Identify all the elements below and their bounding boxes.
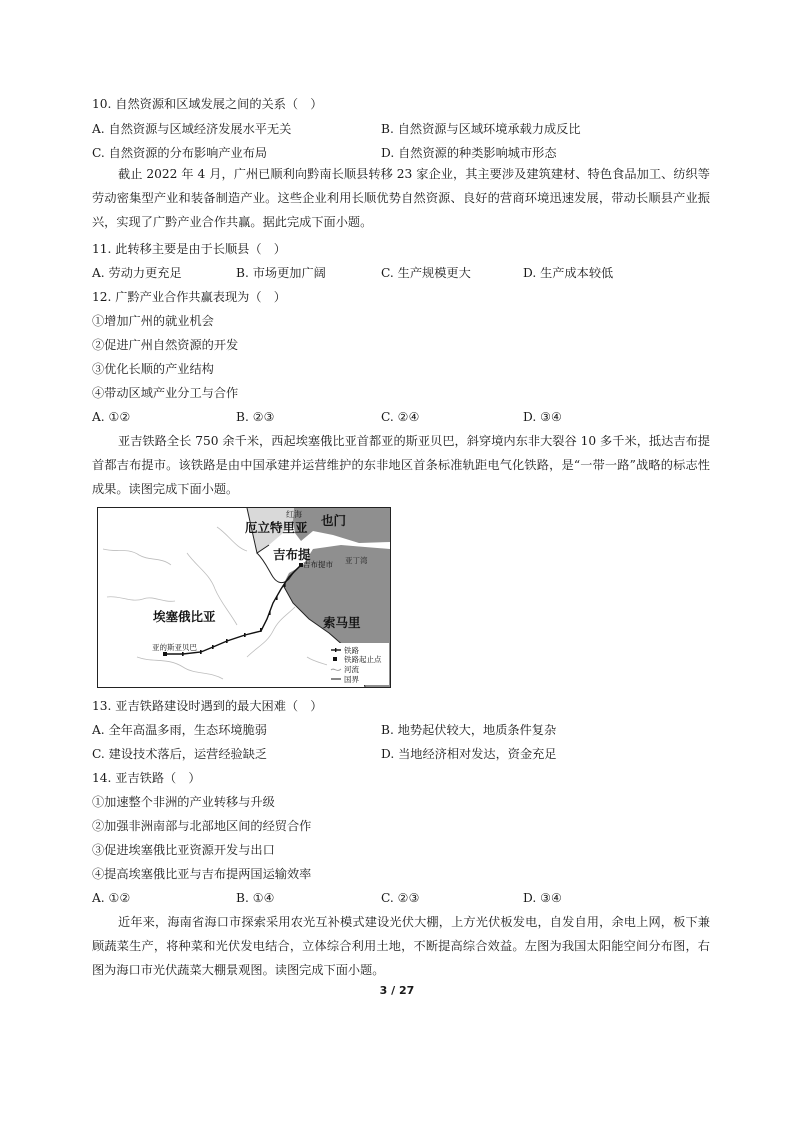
q13-option-c: C. 建设技术落后，运营经验缺乏 [92, 747, 268, 761]
q14-option-d: D. ③④ [523, 891, 562, 905]
q12-item-3: ③优化长顺的产业结构 [92, 362, 214, 376]
legend-endpoints: 铁路起止点 [344, 655, 382, 664]
legend-river: 河流 [344, 665, 359, 674]
page-number: 3 / 27 [379, 984, 415, 997]
passage-addis-djibouti-railway: 亚吉铁路全长 750 余千米，西起埃塞俄比亚首都亚的斯亚贝巴，斜穿境内东非大裂谷 10 多千米，抵达吉布提首都吉布提市。该铁路是由中国承建并运营维护的东非地区首条标准轨距电气化铁路，是“一带一路”战略的标志性成果。读图完成下面小题。 [92, 434, 710, 496]
q12-stem: 12. 广黔产业合作共赢表现为（ ） [92, 290, 286, 304]
q12-item-2: ②促进广州自然资源的开发 [92, 338, 239, 352]
q12-option-d: D. ③④ [523, 410, 562, 424]
railway-map-svg [97, 507, 391, 688]
map-legend [327, 643, 389, 685]
q14-item-2: ②加强非洲南部与北部地区间的经贸合作 [92, 819, 312, 833]
q12-option-c: C. ②④ [381, 410, 420, 424]
legend-railway: 铁路 [344, 646, 359, 655]
q11-option-c: C. 生产规模更大 [381, 266, 471, 280]
label-djibouti: 吉布提 [273, 547, 311, 562]
q13-option-d: D. 当地经济相对发达，资金充足 [381, 747, 557, 761]
label-yemen: 也门 [321, 513, 347, 528]
q11-option-b: B. 市场更加广阔 [236, 266, 326, 280]
q13-option-a: A. 全年高温多雨，生态环境脆弱 [92, 723, 267, 737]
q10-option-a: A. 自然资源与区域经济发展水平无关 [92, 122, 292, 136]
q14-item-4: ④提高埃塞俄比亚与吉布提两国运输效率 [92, 867, 312, 881]
q14-option-b: B. ①④ [236, 891, 275, 905]
label-red-sea: 红海 [286, 510, 302, 519]
q12-item-1: ①增加广州的就业机会 [92, 314, 214, 328]
q14-option-c: C. ②③ [381, 891, 420, 905]
addis-station-marker [163, 652, 167, 656]
passage-guangzhou-changshun: 截止 2022 年 4 月，广州已顺利向黔南长顺县转移 23 家企业，其主要涉及建筑建材、特色食品加工、纺织等劳动密集型产业和装备制造产业。这些企业利用长顺优势自然资源、良好的营商环境迅速发展，带动长顺县产业振兴，实现了广黔产业合作共赢。据此完成下面小题。 [92, 167, 710, 229]
q14-option-a: A. ①② [92, 891, 131, 905]
label-somalia: 索马里 [323, 615, 361, 630]
q10-option-c: C. 自然资源的分布影响产业布局 [92, 146, 268, 160]
q11-option-a: A. 劳动力更充足 [92, 266, 182, 280]
q14-item-3: ③促进埃塞俄比亚资源开发与出口 [92, 843, 275, 857]
q13-stem: 13. 亚吉铁路建设时遇到的最大困难（ ） [92, 699, 323, 713]
q13-option-b: B. 地势起伏较大，地质条件复杂 [381, 723, 557, 737]
q12-option-a: A. ①② [92, 410, 131, 424]
q14-stem: 14. 亚吉铁路（ ） [92, 771, 201, 785]
label-gulf-aden: 亚丁湾 [345, 556, 368, 565]
q10-option-d: D. 自然资源的种类影响城市形态 [381, 146, 557, 160]
q12-option-b: B. ②③ [236, 410, 275, 424]
q11-option-d: D. 生产成本较低 [523, 266, 614, 280]
label-eritrea: 厄立特里亚 [245, 520, 308, 535]
q10-stem: 10. 自然资源和区域发展之间的关系（ ） [92, 97, 323, 111]
passage-haikou-solar: 近年来，海南省海口市探索采用农光互补模式建设光伏大棚，上方光伏板发电，自发自用，余电上网，板下兼顾蔬菜生产，将种菜和光伏发电结合，立体综合利用土地，不断提高综合效益。左图为我国太阳能空间分布图，右图为海口市光伏蔬菜大棚景观图。读图完成下面小题。 [92, 915, 710, 977]
q11-stem: 11. 此转移主要是由于长顺县（ ） [92, 242, 286, 256]
label-addis: 亚的斯亚贝巴 [152, 643, 197, 652]
q14-item-1: ①加速整个非洲的产业转移与升级 [92, 795, 275, 809]
label-ethiopia: 埃塞俄比亚 [153, 609, 216, 624]
label-djibouti-city: 吉布提市 [303, 560, 333, 569]
q10-option-b: B. 自然资源与区域环境承载力成反比 [381, 122, 581, 136]
legend-border: 国界 [344, 675, 359, 684]
railway-map [97, 507, 391, 688]
q12-item-4: ④带动区域产业分工与合作 [92, 386, 239, 400]
